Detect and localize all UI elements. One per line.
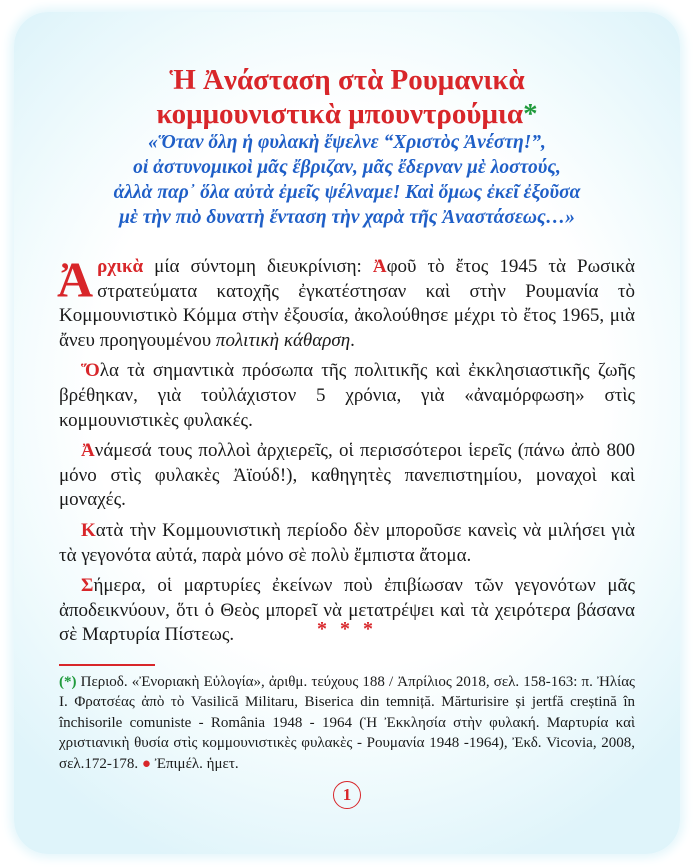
lead-letter: Σ (81, 575, 94, 597)
article-body (57, 251, 635, 654)
section-separator: * * * (317, 618, 377, 640)
quote-line-4: μὲ τὴν πιὸ δυνατὴ ἔνταση τὴν χαρὰ τῆς Ἀναστάσεως…» (119, 207, 575, 228)
epigraph-quote (0, 130, 694, 230)
paragraph-3 (59, 439, 635, 513)
lead-letter: Ἀ (372, 256, 387, 277)
paragraph-text: ήμερα, οἱ μαρτυρίες ἐκείνων ποὺ ἐπιβίωσαν τῶν γεγονότων μᾶς ἀποδεικνύουν, ὅτι ὁ Θεὸς μπορεῖ νὰ μετατρέψει καὶ τὰ χειρότερα βάσανα σὲ Μαρτυρία Πίστεως. (59, 575, 635, 646)
article-title-line-1: Ἡ Ἀνάσταση στὰ Ρουμανικὰ (169, 64, 525, 96)
footnote-marker: (*) (59, 674, 77, 690)
paragraph-text: λα τὰ σημαντικὰ πρόσωπα τῆς πολιτικῆς καὶ ἐκκλησιαστικῆς ζωῆς βρέθηκαν, γιὰ τοὐλάχιστον 5 χρόνια, γιὰ «ἀναμόρφωση» στὶς κομμουνιστικὲς φυλακές. (59, 360, 635, 431)
quote-line-2: οἱ ἀστυνομικοὶ μᾶς ἔβριζαν, μᾶς ἔδερναν μὲ λοστούς, (133, 157, 561, 178)
paragraph-text: ατὰ τὴν Κομμουνιστικὴ περίοδο δὲν μποροῦσε κανεὶς νὰ μιλήσει γιὰ τὰ γεγονότα αὐτά, παρὰ μόνο σὲ πολὺ ἔμπιστα ἄτομα. (59, 519, 635, 566)
footnote (59, 672, 635, 774)
title-text: κομμουνιστικὰ μπουντρούμια (156, 98, 524, 130)
footnote-text: Περιοδ. «Ἐνοριακὴ Εὐλογία», ἀριθμ. τεύχους 188 / Ἀπρίλιος 2018, σελ. 158-163: π. Ἠλίας Ι. Φρατσέας ἀπὸ τὸ Vasilică Militaru, Biserica din temniță. Mărturisire și jertfă creștină în închisorile comuniste - România 1948 - 1964 (Ἡ Ἐκκλησία στὴν φυλακή. Μαρτυρία καὶ χριστιανικὴ θυσία στὶς κομμουνιστικὲς φυλακὲς - Ρουμανία 1948 -1964), Ἐκδ. Vicovia, 2008, σελ.172-178. (59, 674, 635, 772)
lead-letter: Ἀ (81, 440, 95, 462)
drop-cap: Ἀ (57, 251, 94, 307)
quote-line-3: ἀλλὰ παρ᾽ ὅλα αὐτὰ ἐμεῖς ψέλναμε! Καὶ ὅμως ἐκεῖ ἐξοῦσα (113, 182, 581, 203)
lead-letter: Κ (81, 519, 96, 541)
title-footnote-marker: * (523, 98, 538, 130)
lead-word: ρχικὰ (97, 256, 144, 277)
bullet-icon: ● (141, 755, 151, 772)
paragraph-1 (57, 251, 635, 353)
paragraph-4 (59, 519, 635, 568)
lead-letter: Ὅ (81, 360, 100, 382)
footnote-signature: Ἐπιμέλ. ἡμετ. (150, 755, 239, 772)
paragraph-text: μία σύντομη διευκρίνιση: (143, 256, 373, 277)
quote-line-1: «Ὅταν ὅλη ἡ φυλακὴ ἔψελνε “Χριστὸς Ἀνέστη!”, (148, 132, 546, 153)
paragraph-2 (59, 359, 635, 433)
paragraph-end: . (350, 329, 355, 351)
paragraph-text: φοῦ τὸ ἔτος 1945 τὰ Ρωσικὰ στρατεύματα κατοχῆς ἐγκατέστησαν καὶ στὴν Ρουμανία τὸ Κομμουνιστικὸ Κόμμα στὴν ἐξουσία, ἀκολούθησε μέχρι τὸ ἔτος 1965, μιὰ ἄνευ προηγουμένου (59, 256, 635, 351)
article-title-line-2 (0, 96, 694, 132)
footnote-rule (59, 664, 155, 666)
paragraph-text: νάμεσά τους πολλοὶ ἀρχιερεῖς, οἱ περισσότεροι ἱερεῖς (πάνω ἀπὸ 800 μόνο στὶς φυλακὲς Ἀϊούδ!), καθηγητὲς πανεπιστημίου, μοναχοὶ καὶ μοναχές. (59, 440, 635, 511)
italic-phrase: πολιτικὴ κάθαρση (215, 329, 351, 351)
page-number: 1 (333, 781, 361, 809)
